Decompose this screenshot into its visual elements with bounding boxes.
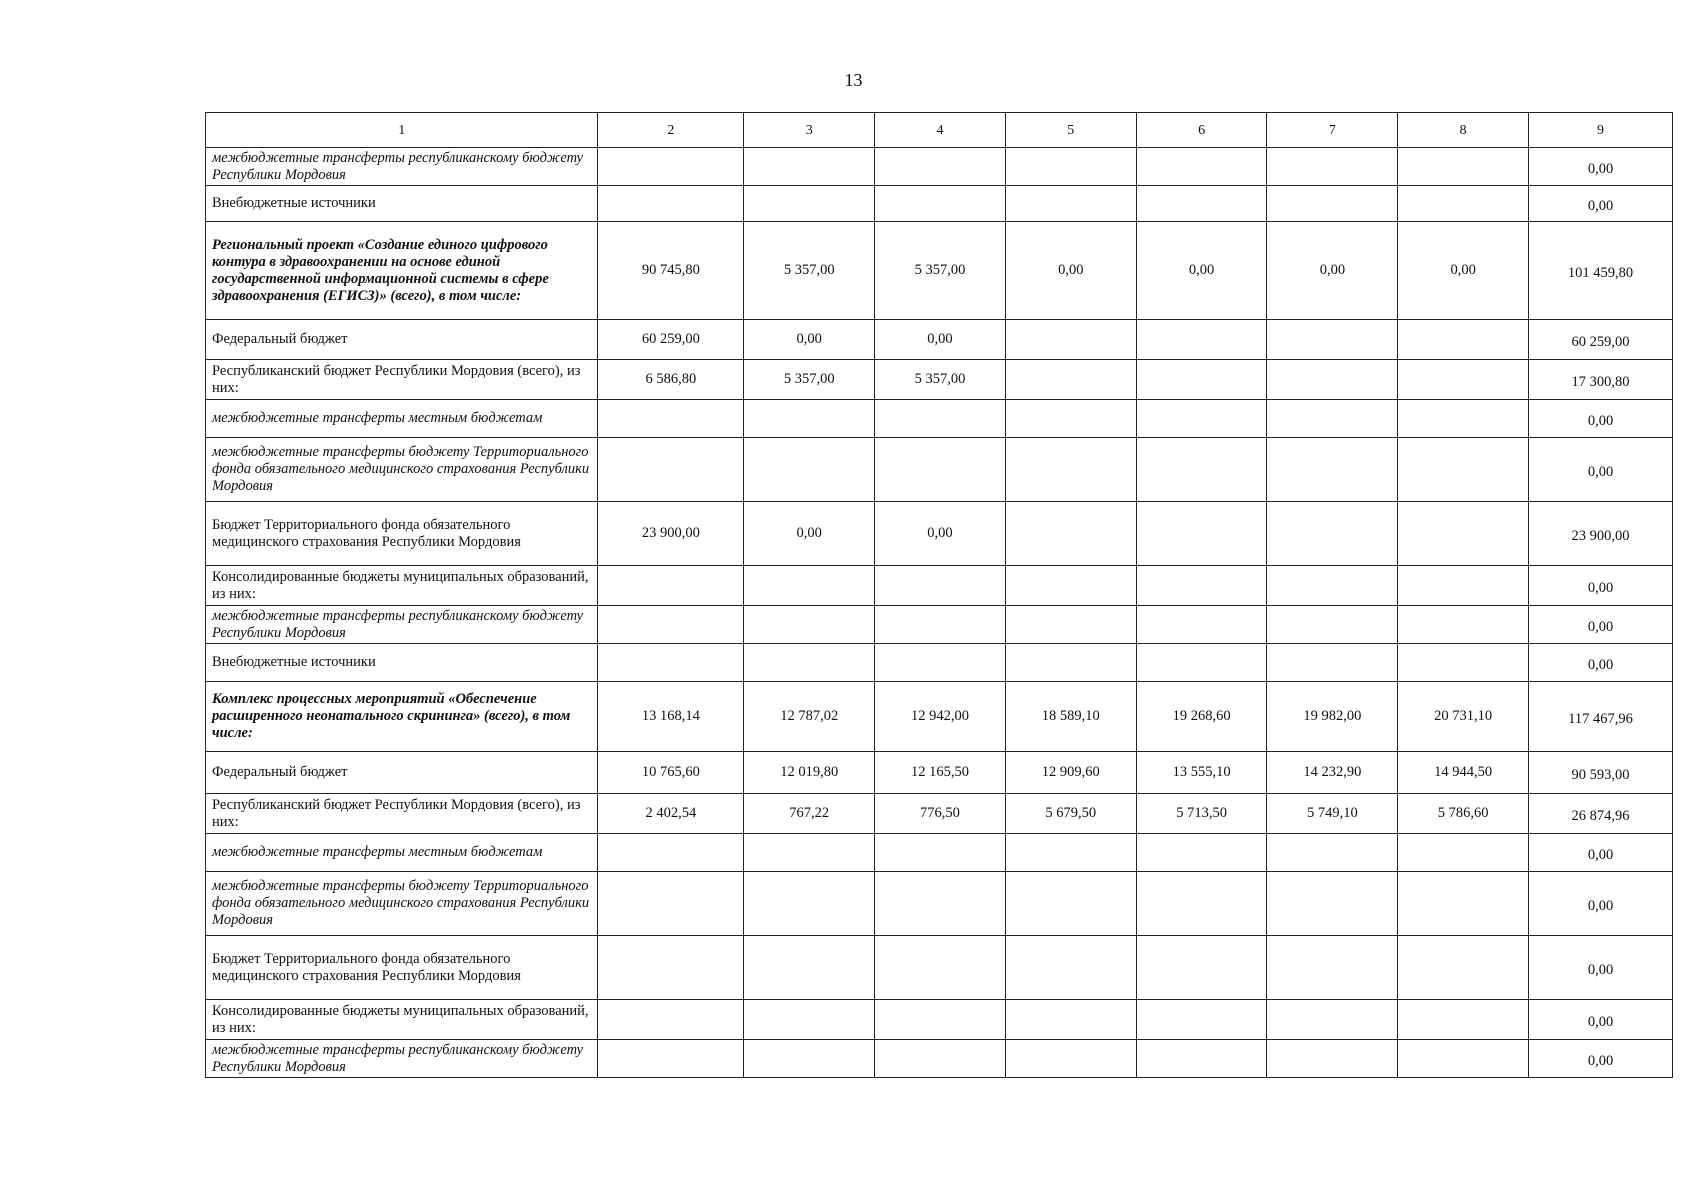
- value-cell: [1005, 186, 1136, 222]
- value-cell: 13 168,14: [598, 682, 744, 752]
- value-cell: [1005, 438, 1136, 502]
- value-cell: 12 165,50: [875, 752, 1006, 794]
- total-cell: 90 593,00: [1529, 752, 1673, 794]
- row-label: Федеральный бюджет: [206, 752, 598, 794]
- value-cell: 10 765,60: [598, 752, 744, 794]
- value-cell: [875, 1000, 1006, 1040]
- value-cell: [1267, 502, 1398, 566]
- table-row: [206, 222, 1673, 320]
- value-cell: 0,00: [875, 502, 1006, 566]
- column-header: 1: [206, 113, 598, 148]
- table-row: [206, 872, 1673, 936]
- row-label: Бюджет Территориального фонда обязательного медицинского страхования Республики Мордовия: [206, 936, 598, 1000]
- value-cell: 18 589,10: [1005, 682, 1136, 752]
- value-cell: [744, 936, 875, 1000]
- value-cell: [744, 1040, 875, 1078]
- value-cell: [1005, 644, 1136, 682]
- value-cell: [875, 438, 1006, 502]
- row-label: Консолидированные бюджеты муниципальных образований, из них:: [206, 1000, 598, 1040]
- total-cell: 0,00: [1529, 566, 1673, 606]
- row-label: межбюджетные трансферты бюджету Территориального фонда обязательного медицинского страхования Республики Мордовия: [206, 438, 598, 502]
- value-cell: [1267, 438, 1398, 502]
- total-cell: 0,00: [1529, 1040, 1673, 1078]
- value-cell: 5 749,10: [1267, 794, 1398, 834]
- header-row: [206, 113, 1673, 148]
- value-cell: [1398, 148, 1529, 186]
- value-cell: [1136, 566, 1267, 606]
- value-cell: 60 259,00: [598, 320, 744, 360]
- column-header: 3: [744, 113, 875, 148]
- row-label: межбюджетные трансферты бюджету Территориального фонда обязательного медицинского страхования Республики Мордовия: [206, 872, 598, 936]
- table-row: [206, 360, 1673, 400]
- row-label: Консолидированные бюджеты муниципальных образований, из них:: [206, 566, 598, 606]
- value-cell: [1267, 186, 1398, 222]
- value-cell: [744, 872, 875, 936]
- value-cell: [1136, 936, 1267, 1000]
- table-row: [206, 502, 1673, 566]
- value-cell: 5 679,50: [1005, 794, 1136, 834]
- value-cell: [1005, 360, 1136, 400]
- value-cell: 0,00: [1267, 222, 1398, 320]
- value-cell: [875, 936, 1006, 1000]
- value-cell: [1398, 644, 1529, 682]
- value-cell: 23 900,00: [598, 502, 744, 566]
- value-cell: [1267, 320, 1398, 360]
- value-cell: [1398, 834, 1529, 872]
- value-cell: [598, 936, 744, 1000]
- value-cell: [744, 606, 875, 644]
- value-cell: [1267, 606, 1398, 644]
- value-cell: 0,00: [744, 320, 875, 360]
- value-cell: [875, 834, 1006, 872]
- total-cell: 0,00: [1529, 834, 1673, 872]
- value-cell: 0,00: [1005, 222, 1136, 320]
- value-cell: [1136, 360, 1267, 400]
- budget-table: [205, 112, 1673, 1078]
- row-label: межбюджетные трансферты республиканскому бюджету Республики Мордовия: [206, 606, 598, 644]
- total-cell: 0,00: [1529, 186, 1673, 222]
- value-cell: [1136, 186, 1267, 222]
- table-row: [206, 1000, 1673, 1040]
- value-cell: 19 268,60: [1136, 682, 1267, 752]
- value-cell: 13 555,10: [1136, 752, 1267, 794]
- row-label: Комплекс процессных мероприятий «Обеспечение расширенного неонатального скрининга» (всего), в том числе:: [206, 682, 598, 752]
- value-cell: [744, 400, 875, 438]
- table-row: [206, 1040, 1673, 1078]
- value-cell: [1136, 438, 1267, 502]
- value-cell: [1136, 502, 1267, 566]
- value-cell: [1005, 400, 1136, 438]
- value-cell: 0,00: [1398, 222, 1529, 320]
- table-row: [206, 936, 1673, 1000]
- value-cell: 5 357,00: [875, 222, 1006, 320]
- value-cell: 0,00: [744, 502, 875, 566]
- value-cell: [598, 644, 744, 682]
- value-cell: 767,22: [744, 794, 875, 834]
- value-cell: [1398, 400, 1529, 438]
- row-label: межбюджетные трансферты республиканскому бюджету Республики Мордовия: [206, 148, 598, 186]
- table-row: [206, 438, 1673, 502]
- row-label: межбюджетные трансферты республиканскому бюджету Республики Мордовия: [206, 1040, 598, 1078]
- value-cell: [744, 566, 875, 606]
- value-cell: 19 982,00: [1267, 682, 1398, 752]
- column-header: 4: [875, 113, 1006, 148]
- table-row: [206, 320, 1673, 360]
- value-cell: [875, 644, 1006, 682]
- row-label: межбюджетные трансферты местным бюджетам: [206, 834, 598, 872]
- value-cell: [1136, 834, 1267, 872]
- value-cell: [1005, 148, 1136, 186]
- value-cell: [1136, 320, 1267, 360]
- table-row: [206, 794, 1673, 834]
- total-cell: 117 467,96: [1529, 682, 1673, 752]
- value-cell: [1267, 148, 1398, 186]
- value-cell: 12 942,00: [875, 682, 1006, 752]
- value-cell: 12 019,80: [744, 752, 875, 794]
- value-cell: 776,50: [875, 794, 1006, 834]
- value-cell: [1267, 936, 1398, 1000]
- value-cell: [598, 606, 744, 644]
- value-cell: [1398, 1000, 1529, 1040]
- table-row: [206, 682, 1673, 752]
- column-header: 7: [1267, 113, 1398, 148]
- value-cell: [1136, 644, 1267, 682]
- value-cell: [875, 566, 1006, 606]
- value-cell: [1005, 502, 1136, 566]
- value-cell: [1136, 148, 1267, 186]
- value-cell: [598, 438, 744, 502]
- value-cell: [598, 400, 744, 438]
- total-cell: 0,00: [1529, 148, 1673, 186]
- value-cell: [598, 1040, 744, 1078]
- column-header: 5: [1005, 113, 1136, 148]
- total-cell: 26 874,96: [1529, 794, 1673, 834]
- value-cell: [1005, 320, 1136, 360]
- table-row: [206, 644, 1673, 682]
- value-cell: 5 357,00: [875, 360, 1006, 400]
- value-cell: [744, 1000, 875, 1040]
- table-row: [206, 186, 1673, 222]
- value-cell: [1005, 606, 1136, 644]
- value-cell: [1267, 566, 1398, 606]
- value-cell: [744, 834, 875, 872]
- total-cell: 23 900,00: [1529, 502, 1673, 566]
- value-cell: [875, 872, 1006, 936]
- value-cell: 20 731,10: [1398, 682, 1529, 752]
- value-cell: [598, 566, 744, 606]
- value-cell: [1005, 834, 1136, 872]
- value-cell: [1267, 360, 1398, 400]
- value-cell: [1136, 872, 1267, 936]
- value-cell: 5 357,00: [744, 222, 875, 320]
- value-cell: [598, 186, 744, 222]
- table-row: [206, 566, 1673, 606]
- row-label: межбюджетные трансферты местным бюджетам: [206, 400, 598, 438]
- value-cell: [875, 186, 1006, 222]
- value-cell: [1267, 872, 1398, 936]
- row-label: Внебюджетные источники: [206, 186, 598, 222]
- value-cell: 14 944,50: [1398, 752, 1529, 794]
- value-cell: [1136, 1000, 1267, 1040]
- total-cell: 0,00: [1529, 606, 1673, 644]
- row-label: Внебюджетные источники: [206, 644, 598, 682]
- value-cell: [598, 834, 744, 872]
- column-header: 9: [1529, 113, 1673, 148]
- value-cell: [598, 148, 744, 186]
- value-cell: [1005, 872, 1136, 936]
- total-cell: 0,00: [1529, 936, 1673, 1000]
- value-cell: [1267, 644, 1398, 682]
- value-cell: [1267, 1000, 1398, 1040]
- value-cell: 6 586,80: [598, 360, 744, 400]
- value-cell: [1005, 1040, 1136, 1078]
- value-cell: 90 745,80: [598, 222, 744, 320]
- row-label: Республиканский бюджет Республики Мордовия (всего), из них:: [206, 794, 598, 834]
- value-cell: [1398, 438, 1529, 502]
- row-label: Республиканский бюджет Республики Мордовия (всего), из них:: [206, 360, 598, 400]
- value-cell: 12 787,02: [744, 682, 875, 752]
- value-cell: [1398, 872, 1529, 936]
- value-cell: [744, 644, 875, 682]
- value-cell: [744, 148, 875, 186]
- total-cell: 0,00: [1529, 400, 1673, 438]
- row-label: Региональный проект «Создание единого цифрового контура в здравоохранении на основе единой государственной информационной системы в сфере здравоохранения (ЕГИСЗ)» (всего), в том числе:: [206, 222, 598, 320]
- value-cell: 5 786,60: [1398, 794, 1529, 834]
- value-cell: [875, 400, 1006, 438]
- value-cell: [1398, 502, 1529, 566]
- total-cell: 0,00: [1529, 438, 1673, 502]
- column-header: 8: [1398, 113, 1529, 148]
- value-cell: [1398, 1040, 1529, 1078]
- value-cell: [1136, 400, 1267, 438]
- value-cell: [1005, 1000, 1136, 1040]
- value-cell: [1136, 606, 1267, 644]
- value-cell: 5 713,50: [1136, 794, 1267, 834]
- value-cell: [1005, 566, 1136, 606]
- total-cell: 17 300,80: [1529, 360, 1673, 400]
- value-cell: [1267, 1040, 1398, 1078]
- total-cell: 60 259,00: [1529, 320, 1673, 360]
- value-cell: 5 357,00: [744, 360, 875, 400]
- value-cell: [1267, 400, 1398, 438]
- row-label: Бюджет Территориального фонда обязательного медицинского страхования Республики Мордовия: [206, 502, 598, 566]
- value-cell: 14 232,90: [1267, 752, 1398, 794]
- value-cell: [875, 1040, 1006, 1078]
- value-cell: [744, 438, 875, 502]
- value-cell: [1398, 186, 1529, 222]
- value-cell: [1398, 320, 1529, 360]
- value-cell: [598, 1000, 744, 1040]
- value-cell: [1398, 606, 1529, 644]
- value-cell: [1398, 360, 1529, 400]
- value-cell: [1005, 936, 1136, 1000]
- row-label: Федеральный бюджет: [206, 320, 598, 360]
- value-cell: [1267, 834, 1398, 872]
- total-cell: 0,00: [1529, 1000, 1673, 1040]
- value-cell: [875, 148, 1006, 186]
- page-number: 13: [844, 70, 863, 90]
- value-cell: 2 402,54: [598, 794, 744, 834]
- value-cell: [598, 872, 744, 936]
- table-row: [206, 834, 1673, 872]
- value-cell: 0,00: [1136, 222, 1267, 320]
- value-cell: 0,00: [875, 320, 1006, 360]
- table-row: [206, 752, 1673, 794]
- total-cell: 101 459,80: [1529, 222, 1673, 320]
- total-cell: 0,00: [1529, 644, 1673, 682]
- column-header: 2: [598, 113, 744, 148]
- table-row: [206, 400, 1673, 438]
- value-cell: [744, 186, 875, 222]
- value-cell: [1398, 566, 1529, 606]
- value-cell: [1136, 1040, 1267, 1078]
- value-cell: [1398, 936, 1529, 1000]
- column-header: 6: [1136, 113, 1267, 148]
- value-cell: 12 909,60: [1005, 752, 1136, 794]
- value-cell: [875, 606, 1006, 644]
- total-cell: 0,00: [1529, 872, 1673, 936]
- table-row: [206, 606, 1673, 644]
- table-row: [206, 148, 1673, 186]
